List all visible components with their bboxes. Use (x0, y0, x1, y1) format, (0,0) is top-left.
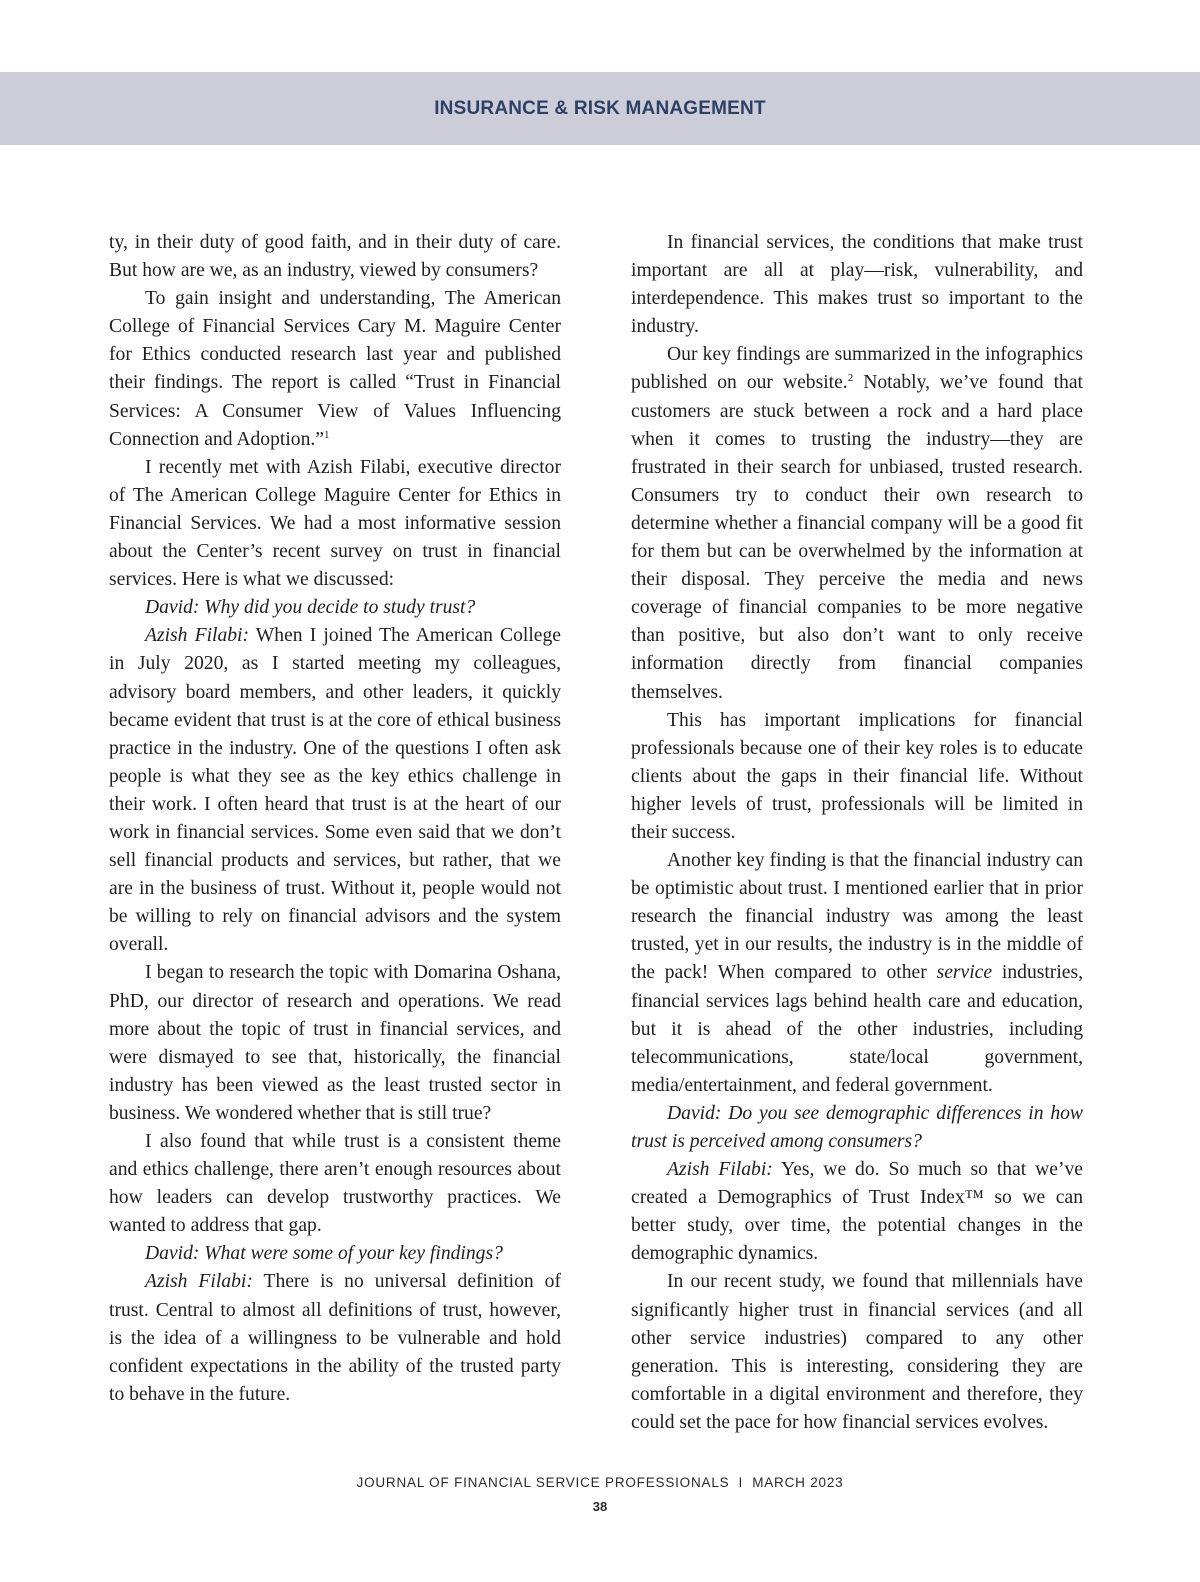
paragraph: ty, in their duty of good faith, and in their duty of care. But how are we, as an industry, viewed by consumers? (109, 232, 561, 282)
page-footer (0, 1473, 1200, 1517)
interview-answer (109, 622, 561, 959)
interview-question: David: Do you see demographic differences in how trust is perceived among consumers? (631, 1102, 1083, 1152)
speaker-name: Azish Filabi: (145, 1271, 253, 1293)
speaker-name: Azish Filabi: (145, 625, 250, 647)
interview-question: David: What were some of your key findings? (145, 1243, 503, 1265)
paragraph: I also found that while trust is a consistent theme and ethics challenge, there aren’t enough resources about how leaders can develop trustworthy practices. We wanted to address that gap. (109, 1131, 561, 1237)
interview-answer (631, 1156, 1083, 1268)
paragraph-text: Notably, we’ve found that customers are stuck between a rock and a hard place when it comes to trusting the industry—they are frustrated in their search for unbiased, trusted research. Consumers try to conduct their own research to determine whether a financial company will be a good fit for them but can be overwhelmed by the information at their disposal. They perceive the media and news coverage of financial companies to be more negative than positive, but also don’t want to only receive information directly from financial companies themselves. (631, 372, 1083, 703)
paragraph-text: To gain insight and understanding, The American College of Financial Services Cary M. Maguire Center for Ethics conducted research last year and published their findings. The report is called “Trust in Financial Services: A Consumer View of Values Influencing Connection and Adoption.” (109, 288, 561, 450)
footnote-ref[interactable]: 2 (847, 372, 854, 385)
interview-question: David: Why did you decide to study trust? (145, 597, 476, 619)
journal-title: JOURNAL OF FINANCIAL SERVICE PROFESSIONALS I MARCH 2023 (356, 1475, 844, 1490)
paragraph: In financial services, the conditions that make trust important are all at play—risk, vulnerability, and interdependence. This makes trust so important to the industry. (631, 232, 1083, 338)
paragraph: I recently met with Azish Filabi, executive director of The American College Maguire Center for Ethics in Financial Services. We had a most informative session about the Center’s recent survey on trust in financial services. Here is what we discussed: (109, 456, 561, 591)
paragraph: In our recent study, we found that millennials have significantly higher trust in financial services (and all other service industries) compared to any other generation. This is interesting, considering they are comfortable in a digital environment and therefore, they could set the pace for how financial services evolves. (631, 1271, 1083, 1433)
paragraph: I began to research the topic with Domarina Oshana, PhD, our director of research and operations. We read more about the topic of trust in financial services, and were dismayed to see that, historically, the financial industry has been viewed as the least trusted sector in business. We wondered whether that is still true? (109, 962, 561, 1124)
paragraph (631, 341, 1083, 706)
answer-text: There is no universal definition of trust. Central to almost all definitions of trust, however, is the idea of a willingness to be vulnerable and hold confident expectations in the ability of the trusted party to behave in the future. (109, 1271, 561, 1405)
speaker-name: Azish Filabi: (667, 1159, 773, 1181)
emphasis-text: service (936, 962, 993, 984)
paragraph: This has important implications for financial professionals because one of their key roles is to educate clients about the gaps in their financial life. Without higher levels of trust, professionals will be limited in their success. (631, 709, 1083, 843)
paragraph (631, 847, 1083, 1100)
footnote-ref[interactable]: 1 (323, 428, 330, 441)
paragraph (109, 285, 561, 454)
page-number: 38 (592, 1499, 608, 1514)
answer-text: When I joined The American College in July 2020, as I started meeting my colleagues, advisory board members, and other leaders, it quickly became evident that trust is at the core of ethical business practice in the industry. One of the questions I often ask people is what they see as the key ethics challenge in their work. I often heard that trust is at the heart of our work in financial services. Some even said that we don’t sell financial products and services, but rather, that we are in the business of trust. Without it, people would not be willing to rely on financial advisors and the system overall. (109, 625, 561, 956)
interview-answer (109, 1268, 561, 1408)
left-column (109, 229, 561, 1409)
section-title: INSURANCE & RISK MANAGEMENT (434, 97, 766, 119)
right-column (631, 229, 1083, 1437)
header-band (0, 72, 1200, 145)
paragraph-text: Our key findings are summarized in the infographics published on our website. (631, 344, 1083, 394)
paragraph-text: Another key finding is that the financial industry can be optimistic about trust. I mentioned earlier that in prior research the financial industry was among the least trusted, yet in our results, the industry is in the middle of the pack! When compared to other (631, 850, 1083, 984)
paragraph-text: industries, financial services lags behind health care and education, but it is ahead of the other industries, including telecommunications, state/local government, media/entertainment, and federal government. (631, 962, 1083, 1096)
answer-text: Yes, we do. So much so that we’ve created a Demographics of Trust Index™ so we can better study, over time, the potential changes in the demographic dynamics. (631, 1159, 1083, 1265)
